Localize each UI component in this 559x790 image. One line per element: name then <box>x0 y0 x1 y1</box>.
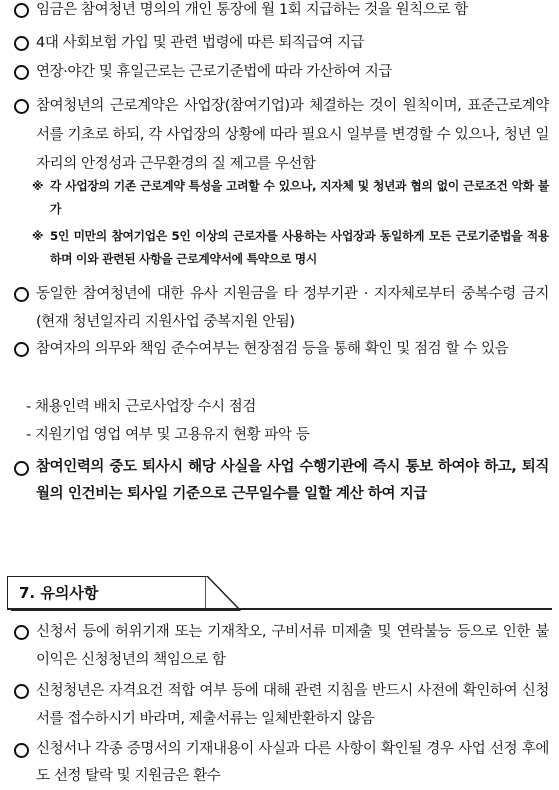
circle-bullet-icon <box>14 99 29 114</box>
list-item <box>14 677 549 733</box>
circle-bullet-icon <box>14 684 29 699</box>
item-text: 신청청년은 자격요건 적합 여부 등에 대해 관련 지침을 반드시 사전에 확인하여 신청서를 접수하시기 바라며, 제출서류는 일체반환하지 않음 <box>36 683 549 727</box>
item-text: 4대 사회보험 가입 및 관련 법령에 따른 퇴직급여 지급 <box>36 35 365 51</box>
note-item <box>32 225 549 271</box>
list-item <box>14 454 549 508</box>
reference-mark-icon: ※ <box>32 229 44 243</box>
item-text: 참여인력의 중도 퇴사시 해당 사실을 사업 수행기관에 즉시 통보 하여야 하고, 퇴직 월의 인건비는 퇴사일 기준으로 근무일수를 일할 계산 하여 지급 <box>36 459 549 502</box>
item-text: 신청서나 각종 증명서의 기재내용이 사실과 다른 사항이 확인될 경우 사업 선정 후에도 선정 탈락 및 지원금은 환수 <box>36 741 549 784</box>
note-item <box>32 175 549 221</box>
list-item <box>14 736 549 790</box>
list-item <box>14 280 549 336</box>
section-divider <box>7 608 552 610</box>
circle-bullet-icon <box>14 461 29 476</box>
list-item <box>14 92 549 179</box>
dash-item: - 채용인력 배치 근로사업장 수시 점검 <box>26 399 256 415</box>
circle-bullet-icon <box>14 625 29 640</box>
circle-bullet-icon <box>14 743 29 758</box>
item-text: 참여청년의 근로계약은 사업장(참여기업)과 체결하는 것이 원칙이며, 표준근로계약서를 기초로 하되, 각 사업장의 상황에 따라 필요시 일부를 변경할 수 있으나, 청년 일자리의 안정성과 근무환경의 질 제고를 우선함 <box>36 98 549 172</box>
circle-bullet-icon <box>14 65 29 80</box>
item-text: 임금은 참여청년 명의의 개인 통장에 월 1회 지급하는 것을 원칙으로 함 <box>36 2 468 18</box>
list-item <box>14 335 549 363</box>
list-item <box>14 618 549 674</box>
list-item <box>14 0 549 24</box>
section-title: 7. 유의사항 <box>19 584 99 602</box>
list-item <box>14 29 549 57</box>
circle-bullet-icon <box>14 342 29 357</box>
reference-mark-icon: ※ <box>32 179 44 193</box>
item-text: 연장·야간 및 휴일근로는 근로기준법에 따라 가산하여 지급 <box>36 64 393 80</box>
item-text: 참여자의 의무와 책임 준수여부는 현장점검 등을 통해 확인 및 점검 할 수 있음 <box>36 341 509 357</box>
section-header <box>7 576 240 611</box>
item-text: 동일한 참여청년에 대한 유사 지원금을 타 정부기관 · 지자체로부터 중복수령 금지(현재 청년일자리 지원사업 중복지원 안됨) <box>36 286 549 330</box>
dash-item: - 지원기업 영업 여부 및 고용유지 현황 파악 등 <box>26 427 310 443</box>
item-text: 신청서 등에 허위기재 또는 기재착오, 구비서류 미제출 및 연락불능 등으로 인한 불이익은 신청청년의 책임으로 함 <box>36 624 549 668</box>
section-header-slant-icon <box>205 576 241 611</box>
circle-bullet-icon <box>14 3 29 18</box>
note-text: 각 사업장의 기존 근로계약 특성을 고려할 수 있으나, 지자체 및 청년과 협의 없이 근로조건 악화 불가 <box>50 179 549 216</box>
note-text: 5인 미만의 참여기업은 5인 이상의 근로자를 사용하는 사업장과 동일하게 모든 근로기준법을 적용하며 이와 관련된 사항을 근로계약서에 특약으로 명시 <box>50 229 549 266</box>
list-item <box>14 58 549 86</box>
circle-bullet-icon <box>14 287 29 302</box>
circle-bullet-icon <box>14 36 29 51</box>
